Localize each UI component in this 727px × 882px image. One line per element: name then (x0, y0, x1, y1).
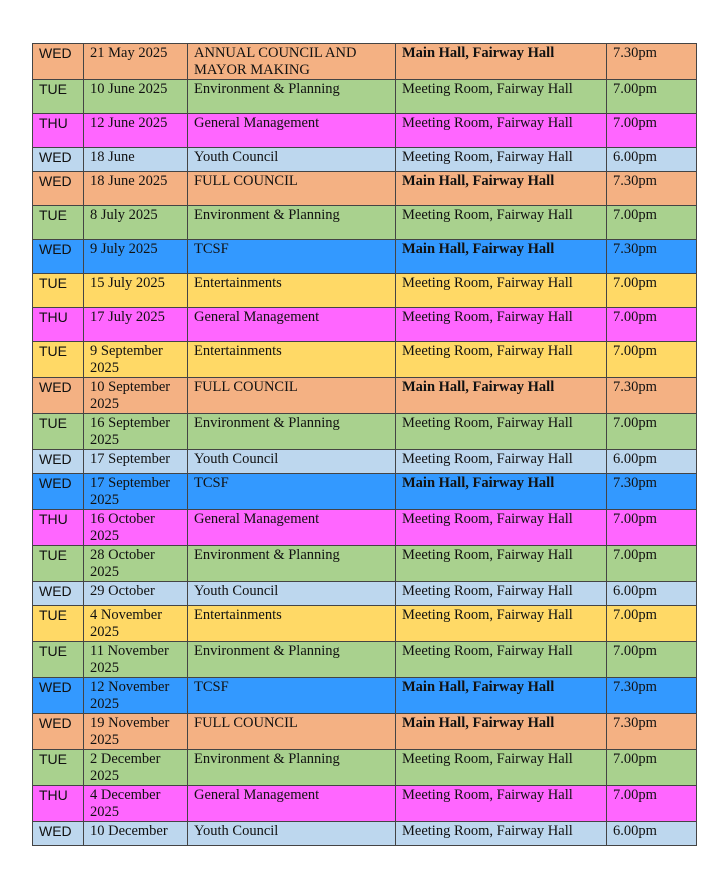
venue-cell: Main Hall, Fairway Hall (396, 474, 607, 510)
day-cell: WED (33, 240, 84, 274)
date-cell: 12 June 2025 (84, 114, 188, 148)
meeting-cell: Environment & Planning (188, 414, 396, 450)
schedule-row (33, 678, 697, 714)
date-cell: 19 November 2025 (84, 714, 188, 750)
schedule-body (33, 44, 697, 846)
time-cell: 7.30pm (607, 378, 697, 414)
day-cell: TUE (33, 80, 84, 114)
day-cell: WED (33, 474, 84, 510)
venue-cell: Meeting Room, Fairway Hall (396, 546, 607, 582)
date-cell: 10 December (84, 822, 188, 846)
schedule-row (33, 148, 697, 172)
schedule-row (33, 342, 697, 378)
meeting-cell: General Management (188, 510, 396, 546)
schedule-row (33, 80, 697, 114)
venue-cell: Meeting Room, Fairway Hall (396, 822, 607, 846)
day-cell: WED (33, 450, 84, 474)
date-cell: 8 July 2025 (84, 206, 188, 240)
time-cell: 6.00pm (607, 582, 697, 606)
time-cell: 7.00pm (607, 342, 697, 378)
date-cell: 18 June 2025 (84, 172, 188, 206)
venue-cell: Meeting Room, Fairway Hall (396, 206, 607, 240)
venue-cell: Meeting Room, Fairway Hall (396, 606, 607, 642)
time-cell: 7.00pm (607, 206, 697, 240)
date-cell: 18 June (84, 148, 188, 172)
venue-cell: Meeting Room, Fairway Hall (396, 342, 607, 378)
date-cell: 29 October (84, 582, 188, 606)
day-cell: WED (33, 582, 84, 606)
time-cell: 6.00pm (607, 450, 697, 474)
schedule-row (33, 44, 697, 80)
day-cell: TUE (33, 750, 84, 786)
meeting-cell: ANNUAL COUNCIL AND MAYOR MAKING (188, 44, 396, 80)
schedule-row (33, 546, 697, 582)
venue-cell: Main Hall, Fairway Hall (396, 378, 607, 414)
meeting-cell: Entertainments (188, 342, 396, 378)
meeting-cell: TCSF (188, 474, 396, 510)
venue-cell: Main Hall, Fairway Hall (396, 44, 607, 80)
schedule-row (33, 642, 697, 678)
schedule-row (33, 378, 697, 414)
day-cell: WED (33, 378, 84, 414)
day-cell: THU (33, 786, 84, 822)
date-cell: 10 September 2025 (84, 378, 188, 414)
date-cell: 16 September 2025 (84, 414, 188, 450)
venue-cell: Meeting Room, Fairway Hall (396, 80, 607, 114)
meeting-cell: Environment & Planning (188, 206, 396, 240)
time-cell: 7.00pm (607, 510, 697, 546)
meeting-cell: FULL COUNCIL (188, 172, 396, 206)
day-cell: WED (33, 148, 84, 172)
time-cell: 6.00pm (607, 822, 697, 846)
schedule-row (33, 274, 697, 308)
meeting-cell: Environment & Planning (188, 750, 396, 786)
date-cell: 21 May 2025 (84, 44, 188, 80)
time-cell: 7.30pm (607, 240, 697, 274)
meeting-cell: TCSF (188, 678, 396, 714)
time-cell: 7.00pm (607, 750, 697, 786)
date-cell: 9 September 2025 (84, 342, 188, 378)
venue-cell: Meeting Room, Fairway Hall (396, 642, 607, 678)
date-cell: 17 September 2025 (84, 474, 188, 510)
day-cell: WED (33, 714, 84, 750)
meeting-cell: Youth Council (188, 148, 396, 172)
date-cell: 10 June 2025 (84, 80, 188, 114)
day-cell: THU (33, 114, 84, 148)
meeting-cell: General Management (188, 114, 396, 148)
schedule-row (33, 172, 697, 206)
date-cell: 17 July 2025 (84, 308, 188, 342)
schedule-row (33, 582, 697, 606)
day-cell: WED (33, 678, 84, 714)
schedule-row (33, 450, 697, 474)
venue-cell: Main Hall, Fairway Hall (396, 172, 607, 206)
day-cell: THU (33, 308, 84, 342)
meeting-cell: TCSF (188, 240, 396, 274)
time-cell: 7.00pm (607, 80, 697, 114)
time-cell: 7.00pm (607, 606, 697, 642)
venue-cell: Meeting Room, Fairway Hall (396, 308, 607, 342)
schedule-row (33, 308, 697, 342)
meeting-cell: Environment & Planning (188, 80, 396, 114)
meeting-cell: Youth Council (188, 582, 396, 606)
time-cell: 7.00pm (607, 274, 697, 308)
time-cell: 7.30pm (607, 172, 697, 206)
venue-cell: Meeting Room, Fairway Hall (396, 582, 607, 606)
date-cell: 17 September (84, 450, 188, 474)
time-cell: 7.00pm (607, 114, 697, 148)
date-cell: 9 July 2025 (84, 240, 188, 274)
schedule-row (33, 414, 697, 450)
day-cell: WED (33, 822, 84, 846)
day-cell: TUE (33, 342, 84, 378)
day-cell: TUE (33, 274, 84, 308)
day-cell: TUE (33, 642, 84, 678)
schedule-row (33, 474, 697, 510)
time-cell: 6.00pm (607, 148, 697, 172)
meeting-cell: FULL COUNCIL (188, 714, 396, 750)
schedule-row (33, 750, 697, 786)
time-cell: 7.00pm (607, 414, 697, 450)
venue-cell: Meeting Room, Fairway Hall (396, 786, 607, 822)
date-cell: 2 December 2025 (84, 750, 188, 786)
venue-cell: Meeting Room, Fairway Hall (396, 450, 607, 474)
venue-cell: Meeting Room, Fairway Hall (396, 148, 607, 172)
schedule-row (33, 822, 697, 846)
date-cell: 28 October 2025 (84, 546, 188, 582)
day-cell: THU (33, 510, 84, 546)
schedule-row (33, 114, 697, 148)
venue-cell: Meeting Room, Fairway Hall (396, 750, 607, 786)
venue-cell: Meeting Room, Fairway Hall (396, 414, 607, 450)
meeting-cell: Entertainments (188, 274, 396, 308)
date-cell: 15 July 2025 (84, 274, 188, 308)
venue-cell: Meeting Room, Fairway Hall (396, 114, 607, 148)
venue-cell: Main Hall, Fairway Hall (396, 240, 607, 274)
time-cell: 7.30pm (607, 714, 697, 750)
meeting-cell: General Management (188, 786, 396, 822)
time-cell: 7.30pm (607, 474, 697, 510)
venue-cell: Meeting Room, Fairway Hall (396, 274, 607, 308)
time-cell: 7.30pm (607, 678, 697, 714)
venue-cell: Main Hall, Fairway Hall (396, 714, 607, 750)
schedule-row (33, 510, 697, 546)
time-cell: 7.00pm (607, 642, 697, 678)
meeting-cell: Entertainments (188, 606, 396, 642)
schedule-row (33, 714, 697, 750)
meeting-cell: Environment & Planning (188, 642, 396, 678)
venue-cell: Main Hall, Fairway Hall (396, 678, 607, 714)
time-cell: 7.00pm (607, 308, 697, 342)
day-cell: TUE (33, 206, 84, 240)
schedule-row (33, 206, 697, 240)
date-cell: 12 November 2025 (84, 678, 188, 714)
meeting-cell: Environment & Planning (188, 546, 396, 582)
schedule-row (33, 240, 697, 274)
meeting-cell: Youth Council (188, 450, 396, 474)
meeting-schedule-table (32, 43, 697, 846)
date-cell: 4 December 2025 (84, 786, 188, 822)
time-cell: 7.00pm (607, 786, 697, 822)
date-cell: 16 October 2025 (84, 510, 188, 546)
day-cell: TUE (33, 606, 84, 642)
schedule-row (33, 606, 697, 642)
meeting-cell: General Management (188, 308, 396, 342)
day-cell: TUE (33, 414, 84, 450)
time-cell: 7.30pm (607, 44, 697, 80)
schedule-row (33, 786, 697, 822)
date-cell: 4 November 2025 (84, 606, 188, 642)
time-cell: 7.00pm (607, 546, 697, 582)
meeting-cell: Youth Council (188, 822, 396, 846)
date-cell: 11 November 2025 (84, 642, 188, 678)
day-cell: WED (33, 44, 84, 80)
day-cell: WED (33, 172, 84, 206)
day-cell: TUE (33, 546, 84, 582)
meeting-cell: FULL COUNCIL (188, 378, 396, 414)
venue-cell: Meeting Room, Fairway Hall (396, 510, 607, 546)
